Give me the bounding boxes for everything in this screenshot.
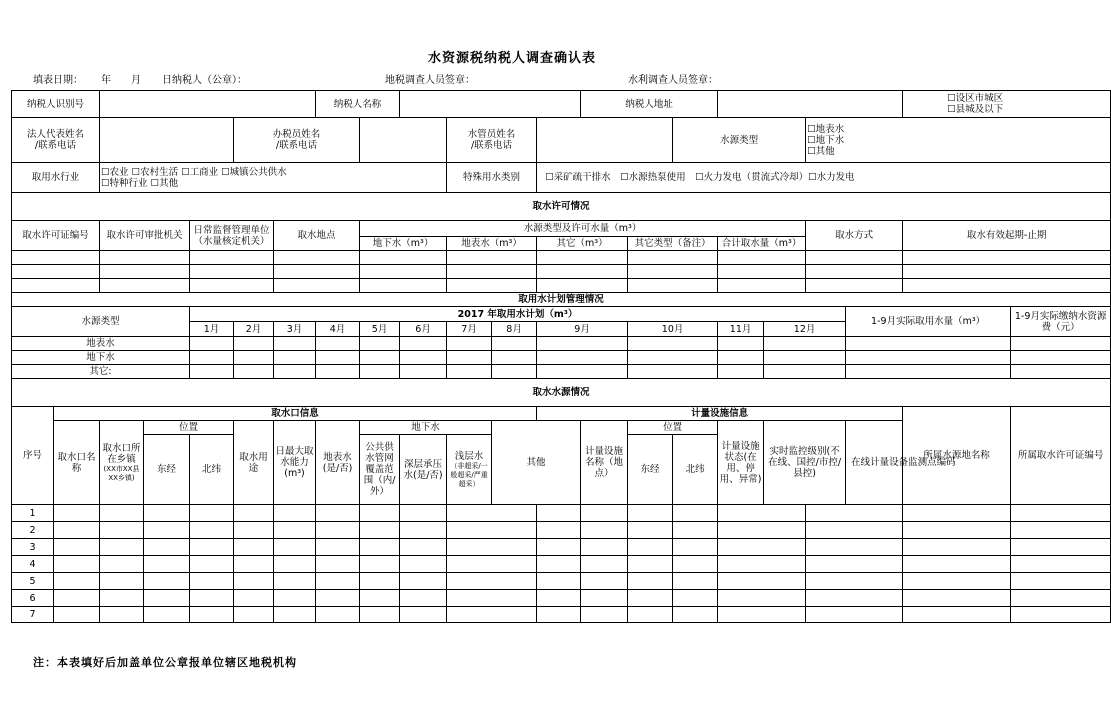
intake-row[interactable] <box>12 522 1111 539</box>
validity-period-header: 取水有效起期-止期 <box>903 221 1111 251</box>
footer-note: 注：本表填好后加盖单位公章报单位辖区地税机构 <box>33 656 297 669</box>
intake-row[interactable] <box>12 539 1111 556</box>
north-header: 北纬 <box>190 435 234 505</box>
special-use-options[interactable]: ☐采矿疏干排水 ☐水源热泵使用 ☐火力发电（贯流式冷却）☐水力发电 <box>537 163 1111 193</box>
month-10-header: 10月 <box>628 322 718 337</box>
special-use-label: 特殊用水类别 <box>447 163 537 193</box>
shallow-header: 浅层水 <box>454 450 484 462</box>
meter-info-header: 计量设施信息 <box>537 407 903 421</box>
intake-row[interactable] <box>12 505 1111 522</box>
legal-rep-field[interactable] <box>100 118 234 163</box>
other-water-checkbox[interactable]: ☐其他 <box>807 145 835 157</box>
online-code-header: 在线计量设备监测点编码 <box>846 421 961 505</box>
intake-town-header: 取水口所在乡镇 <box>102 442 141 465</box>
row-number: 1 <box>12 505 54 522</box>
deep-confined-header: 深层承压水(是/否) <box>400 435 447 505</box>
industry-options-line2[interactable]: ☐特种行业 ☐其他 <box>101 177 179 189</box>
legal-rep-label: 法人代表姓名 /联系电话 <box>12 118 100 163</box>
public-supply-header: 公共供水管网覆盖范围（内/外） <box>360 435 400 505</box>
surface-yes-no-header: 地表水(是/否) <box>316 421 360 505</box>
source-name-header: 所属水源地名称 <box>903 407 1011 505</box>
taxpayer-name-label: 纳税人名称 <box>316 91 400 118</box>
taxpayer-id-label: 纳税人识别号 <box>12 91 100 118</box>
month-4-header: 4月 <box>316 322 360 337</box>
month-2-header: 2月 <box>234 322 274 337</box>
east-header: 东经 <box>144 435 190 505</box>
page-title: 水资源税纳税人调查确认表 <box>427 51 596 66</box>
intake-row[interactable] <box>12 607 1111 623</box>
surface-water-checkbox[interactable]: ☐地表水 <box>807 123 845 135</box>
row-number: 2 <box>12 522 54 539</box>
tax-officer-field[interactable] <box>360 118 447 163</box>
total-volume-header: 合计取水量（m³） <box>718 237 806 251</box>
intake-section-title: 取水水源情况 <box>12 379 1111 407</box>
month-6-header: 6月 <box>400 322 447 337</box>
max-capacity-header: 日最大取水能力(m³) <box>274 421 316 505</box>
water-source-type-label: 水源类型 <box>673 118 806 163</box>
row-number: 4 <box>12 556 54 573</box>
ground-volume-header: 地下水（m³） <box>360 237 447 251</box>
meter-position-header: 位置 <box>628 421 718 435</box>
local-tax-signature-label: 地税调查人员签章： <box>385 75 475 86</box>
intake-row[interactable] <box>12 556 1111 573</box>
seq-header: 序号 <box>12 407 54 505</box>
plan-row-label: 地表水 <box>12 337 190 351</box>
meter-state-header: 计量设施状态(在用、停用、异常) <box>718 421 764 505</box>
intake-town-note: (XX市XX县XX乡镇) <box>103 464 140 482</box>
month-7-header: 7月 <box>447 322 492 337</box>
taxpayer-address-field[interactable] <box>718 91 903 118</box>
plan-section-title: 取用水计划管理情况 <box>12 293 1111 307</box>
shallow-note: （非超采/一般超采/严重超采） <box>450 461 488 488</box>
plan-row-surface[interactable] <box>12 337 1111 351</box>
taxpayer-seal-label: 日纳税人（公章）： <box>162 75 247 86</box>
ground-water-checkbox[interactable]: ☐地下水 <box>807 134 845 146</box>
actual-paid-header: 1-9月实际缴纳水资源费（元） <box>1011 307 1111 337</box>
month-11-header: 11月 <box>718 322 764 337</box>
year-label: 年 <box>101 75 111 86</box>
plan-row-label: 地下水 <box>12 351 190 365</box>
row-number: 3 <box>12 539 54 556</box>
permit-row[interactable] <box>12 265 1111 279</box>
tax-officer-label: 办税员姓名 /联系电话 <box>234 118 360 163</box>
plan-row-ground[interactable] <box>12 351 1111 365</box>
intake-other-header: 其他 <box>492 421 581 505</box>
survey-form-table <box>11 90 1111 623</box>
monitor-level-header: 实时监控级别(不在线、国控/市控/县控) <box>764 421 846 505</box>
month-5-header: 5月 <box>360 322 400 337</box>
water-resource-signature-label: 水利调查人员签章： <box>628 75 718 86</box>
urban-district-checkbox[interactable]: ☐设区市城区 <box>947 93 1004 104</box>
taxpayer-id-field[interactable] <box>100 91 316 118</box>
water-officer-label: 水管员姓名 /联系电话 <box>447 118 537 163</box>
fill-date-label: 填表日期： <box>33 75 83 86</box>
plan-row-other[interactable] <box>12 365 1111 379</box>
permit-row[interactable] <box>12 279 1111 293</box>
usage-header: 取水用途 <box>234 421 274 505</box>
intake-row[interactable] <box>12 573 1111 590</box>
ground-group-header: 地下水 <box>360 421 492 435</box>
other-volume-header: 其它（m³） <box>537 237 628 251</box>
meter-north-header: 北纬 <box>673 435 718 505</box>
intake-name-header: 取水口名称 <box>54 421 100 505</box>
other-type-header: 其它类型（备注） <box>628 237 718 251</box>
surface-volume-header: 地表水（m³） <box>447 237 537 251</box>
approval-authority-header: 取水许可审批机关 <box>100 221 190 251</box>
plan-water-type-header: 水源类型 <box>12 307 190 337</box>
month-3-header: 3月 <box>274 322 316 337</box>
month-8-header: 8月 <box>492 322 537 337</box>
row-number: 5 <box>12 573 54 590</box>
intake-location-header: 取水地点 <box>274 221 360 251</box>
industry-options-line1[interactable]: ☐农业 ☐农村生活 ☐工商业 ☐城镇公共供水 <box>101 166 287 178</box>
taxpayer-address-label: 纳税人地址 <box>581 91 718 118</box>
permit-no-ref-header: 所属取水许可证编号 <box>1011 407 1111 505</box>
intake-info-header: 取水口信息 <box>54 407 537 421</box>
water-officer-field[interactable] <box>537 118 673 163</box>
actual-use-header: 1-9月实际取用水量（m³） <box>846 307 1011 337</box>
month-1-header: 1月 <box>190 322 234 337</box>
plan-row-label: 其它: <box>12 365 190 379</box>
intake-method-header: 取水方式 <box>806 221 903 251</box>
permit-row[interactable] <box>12 251 1111 265</box>
meter-name-header: 计量设施名称（地点） <box>581 421 628 505</box>
county-checkbox[interactable]: ☐县城及以下 <box>947 104 1004 115</box>
intake-row[interactable] <box>12 590 1111 607</box>
meter-east-header: 东经 <box>628 435 673 505</box>
permit-section-title: 取水许可情况 <box>12 193 1111 221</box>
row-number: 7 <box>12 607 54 623</box>
row-number: 6 <box>12 590 54 607</box>
supervisor-header: 日常监督管理单位（水量核定机关） <box>190 221 274 251</box>
position-header: 位置 <box>144 421 234 435</box>
month-12-header: 12月 <box>764 322 846 337</box>
water-volume-group-header: 水源类型及许可水量（m³） <box>360 221 806 237</box>
plan-2017-header: 2017 年取用水计划（m³） <box>190 307 846 322</box>
taxpayer-name-field[interactable] <box>400 91 581 118</box>
industry-label: 取用水行业 <box>12 163 100 193</box>
month-label: 月 <box>131 75 141 86</box>
month-9-header: 9月 <box>537 322 628 337</box>
permit-no-header: 取水许可证编号 <box>12 221 100 251</box>
